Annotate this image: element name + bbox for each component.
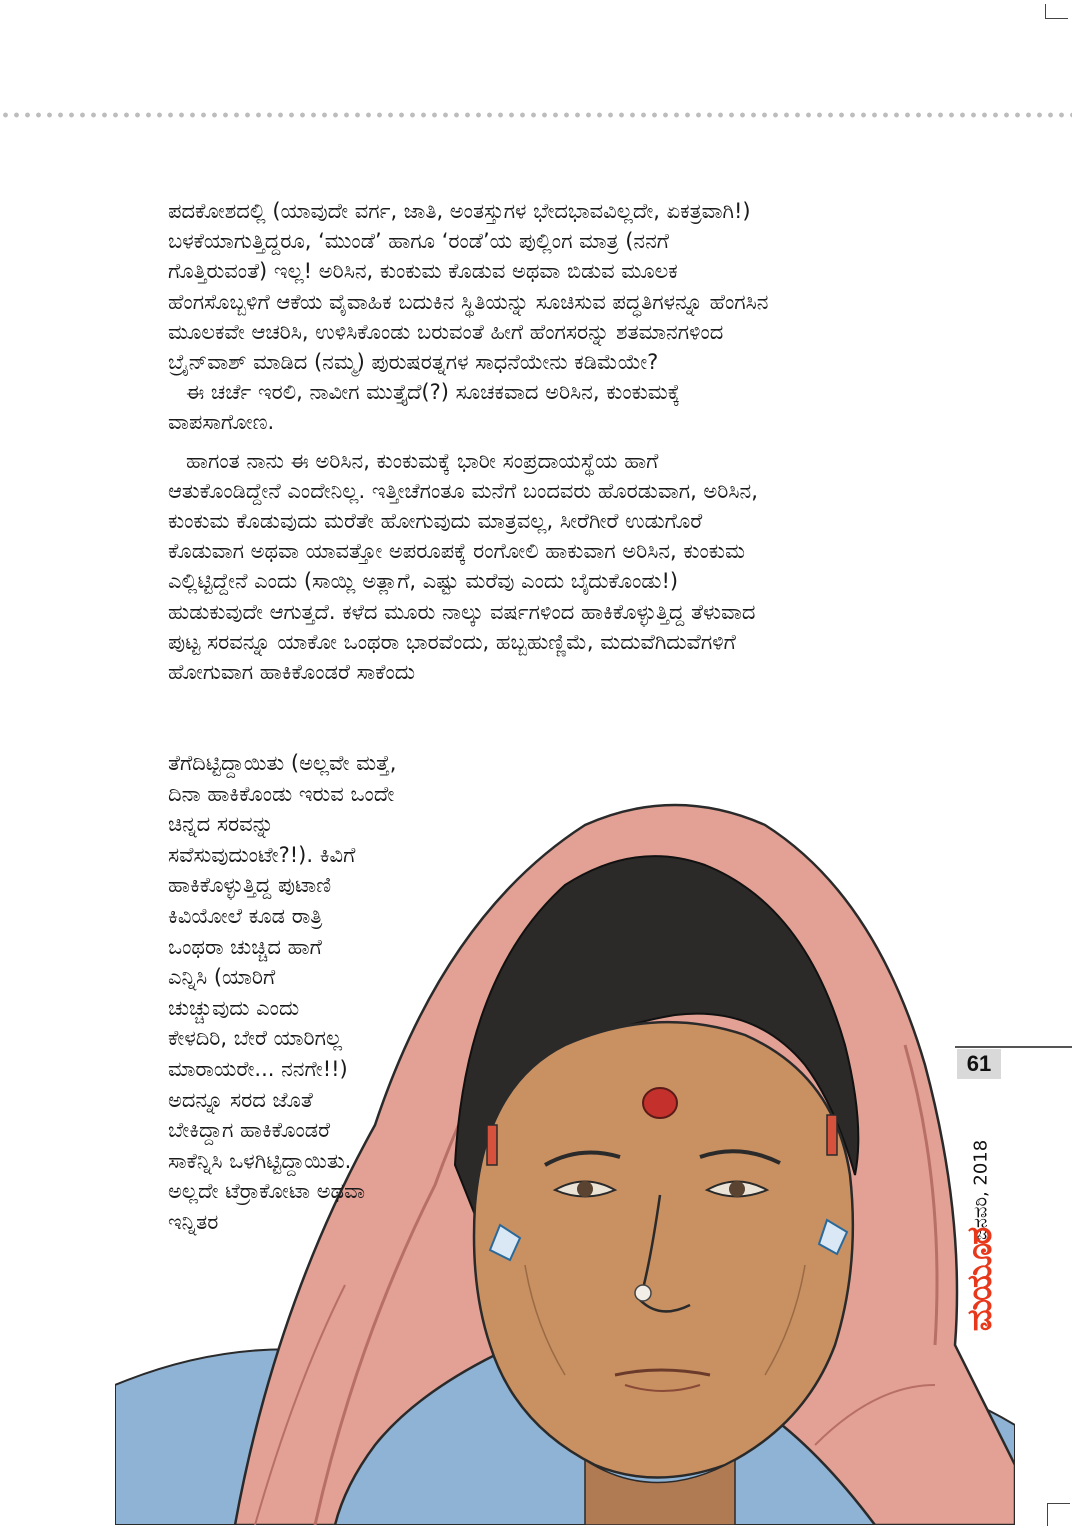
article-body: [168, 196, 918, 687]
text-line: ದಿನಾ ಹಾಕಿಕೊಂಡು ಇರುವ ಒಂದೇ: [168, 781, 395, 806]
magazine-masthead: [950, 1225, 1010, 1335]
text-line: ಹೆಂಗಸೊಬ್ಬಳಿಗೆ ಆಕೆಯ ವೈವಾಹಿಕ ಬದುಕಿನ ಸ್ಥಿತಿಯನ್ನು ಸೂಚಿಸುವ ಪದ್ಧತಿಗಳನ್ನೂ ಹೆಂಗಸಿನ: [168, 289, 769, 314]
text-line: ಹಾಗಂತ ನಾನು ಈ ಅರಿಸಿನ, ಕುಂಕುಮಕ್ಕೆ ಭಾರೀ ಸಂಪ್ರದಾಯಸ್ಥೆಯ ಹಾಗೆ: [186, 448, 659, 473]
text-line: ಇನ್ನಿತರ: [168, 1209, 219, 1234]
paragraph-3: [168, 446, 918, 688]
text-line: ಕುಂಕುಮ ಕೊಡುವುದು ಮರೆತೇ ಹೋಗುವುದು ಮಾತ್ರವಲ್ಲ, ಸೀರೆಗೀರೆ ಉಡುಗೊರೆ: [168, 509, 703, 534]
text-line: ಒಂಥರಾ ಚುಚ್ಚಿದ ಹಾಗೆ: [168, 934, 322, 959]
text-line: ಆತುಕೊಂಡಿದ್ದೇನೆ ಎಂದೇನಿಲ್ಲ. ಇತ್ತೀಚೆಗಂತೂ ಮನೆಗೆ ಬಂದವರು ಹೊರಡುವಾಗ, ಅರಿಸಿನ,: [168, 478, 758, 503]
masthead-text: ಮಯೂರ: [960, 1228, 1000, 1332]
text-line: ತೆಗೆದಿಟ್ಟಿದ್ದಾಯಿತು (ಅಲ್ಲವೇ ಮತ್ತೆ,: [168, 751, 397, 775]
text-line: ಎನ್ನಿಸಿ (ಯಾರಿಗೆ: [168, 965, 276, 990]
dotted-divider: [0, 112, 1072, 118]
text-line: ಕೊಡುವಾಗ ಅಥವಾ ಯಾವತ್ತೋ ಅಪರೂಪಕ್ಕೆ ರಂಗೋಲಿ ಹಾಕುವಾಗ ಅರಿಸಿನ, ಕುಂಕುಮ: [168, 539, 745, 564]
text-line: ಕೇಳದಿರಿ, ಬೇರೆ ಯಾರಿಗಲ್ಲ: [168, 1026, 343, 1051]
text-line: ವಾಪಸಾಗೋಣ.: [168, 410, 275, 435]
text-line: ಬೇಕಿದ್ದಾಗ ಹಾಕಿಕೊಂಡರೆ: [168, 1118, 331, 1143]
text-line: ಬ್ರೈನ್‌ವಾಶ್ ಮಾಡಿದ (ನಮ್ಮ) ಪುರುಷರತ್ನಗಳ ಸಾಧನೆಯೇನು ಕಡಿಮೆಯೇ?: [168, 350, 659, 375]
text-line: ಈ ಚರ್ಚೆ ಇರಲಿ, ನಾವೀಗ ಮುತ್ತೈದೆ(?) ಸೂಚಕವಾದ ಅರಿಸಿನ, ಕುಂಕುಮಕ್ಕೆ: [186, 380, 681, 405]
issue-date-text: ಜನವರಿ, 2018: [970, 1139, 992, 1241]
text-line: ಚುಚ್ಚುವುದು ಎಂದು: [168, 995, 300, 1020]
page-number-rule: [955, 1046, 1072, 1048]
text-line: ಪದಕೋಶದಲ್ಲಿ (ಯಾವುದೇ ವರ್ಗ, ಜಾತಿ, ಅಂತಸ್ತುಗಳ ಭೇದಭಾವವಿಲ್ಲದೇ, ಏಕತ್ರವಾಗಿ!): [168, 199, 751, 223]
text-line: ಹೋಗುವಾಗ ಹಾಕಿಕೊಂಡರೆ ಸಾಕೆಂದು: [168, 660, 415, 685]
paragraph-1: [168, 196, 918, 377]
text-line: ಅದನ್ನೂ ಸರದ ಜೊತೆ: [168, 1087, 313, 1112]
text-line: ಸವೆಸುವುದುಂಟೇ?!). ಕಿವಿಗೆ: [168, 842, 356, 867]
text-line: ಹುಡುಕುವುದೇ ಆಗುತ್ತದೆ. ಕಳೆದ ಮೂರು ನಾಲ್ಕು ವರ್ಷಗಳಿಂದ ಹಾಕಿಕೊಳ್ಳುತ್ತಿದ್ದ ತೆಳುವಾದ: [168, 599, 756, 624]
text-line: ಬಳಕೆಯಾಗುತ್ತಿದ್ದರೂ, ‘ಮುಂಡೆ’ ಹಾಗೂ ‘ರಂಡೆ’ಯ ಪುಲ್ಲಿಂಗ ಮಾತ್ರ (ನನಗೆ: [168, 229, 669, 254]
text-line: ಮಾರಾಯರೇ... ನನಗೇ!!): [168, 1056, 348, 1081]
text-line: ಹಾಕಿಕೊಳ್ಳುತ್ತಿದ್ದ ಪುಟಾಣಿ: [168, 873, 332, 898]
crop-mark-bottom: [1047, 1503, 1070, 1526]
text-line: ಕಿವಿಯೋಲೆ ಕೂಡ ರಾತ್ರಿ: [168, 903, 323, 928]
text-line: ಗೊತ್ತಿರುವಂತೆ) ಇಲ್ಲ! ಅರಿಸಿನ, ಕುಂಕುಮ ಕೊಡುವ ಅಥವಾ ಬಿಡುವ ಮೂಲಕ: [168, 259, 678, 284]
text-line: ಅಲ್ಲದೇ ಟೆರ್ರಾಕೋಟಾ ಅಥವಾ: [168, 1179, 365, 1204]
text-line: ಮೂಲಕವೇ ಆಚರಿಸಿ, ಉಳಿಸಿಕೊಂಡು ಬರುವಂತೆ ಹೀಗೆ ಹೆಂಗಸರನ್ನು ಶತಮಾನಗಳಿಂದ: [168, 319, 724, 344]
crop-mark-top: [1045, 4, 1068, 19]
text-line: ಚಿನ್ನದ ಸರವನ್ನು: [168, 812, 274, 837]
text-line: ಪುಟ್ಟ ಸರವನ್ನೂ ಯಾಕೋ ಒಂಥರಾ ಭಾರವೆಂದು, ಹಬ್ಬಹುಣ್ಣಿಮೆ, ಮದುವೆಗಿದುವೆಗಳಿಗೆ: [168, 629, 736, 654]
side-column-text: [168, 748, 448, 1238]
text-line: ಎಲ್ಲಿಟ್ಟಿದ್ದೇನೆ ಎಂದು (ಸಾಯ್ಲಿ ಅತ್ಲಾಗೆ, ಎಷ್ಟು ಮರೆವು ಎಂದು ಬೈದುಕೊಂಡು!): [168, 569, 679, 594]
paragraph-2: [168, 377, 918, 437]
page-number: 61: [957, 1049, 1001, 1079]
text-line: ಸಾಕೆನ್ನಿಸಿ ಒಳಗಿಟ್ಟಿದ್ದಾಯಿತು.: [168, 1148, 352, 1173]
